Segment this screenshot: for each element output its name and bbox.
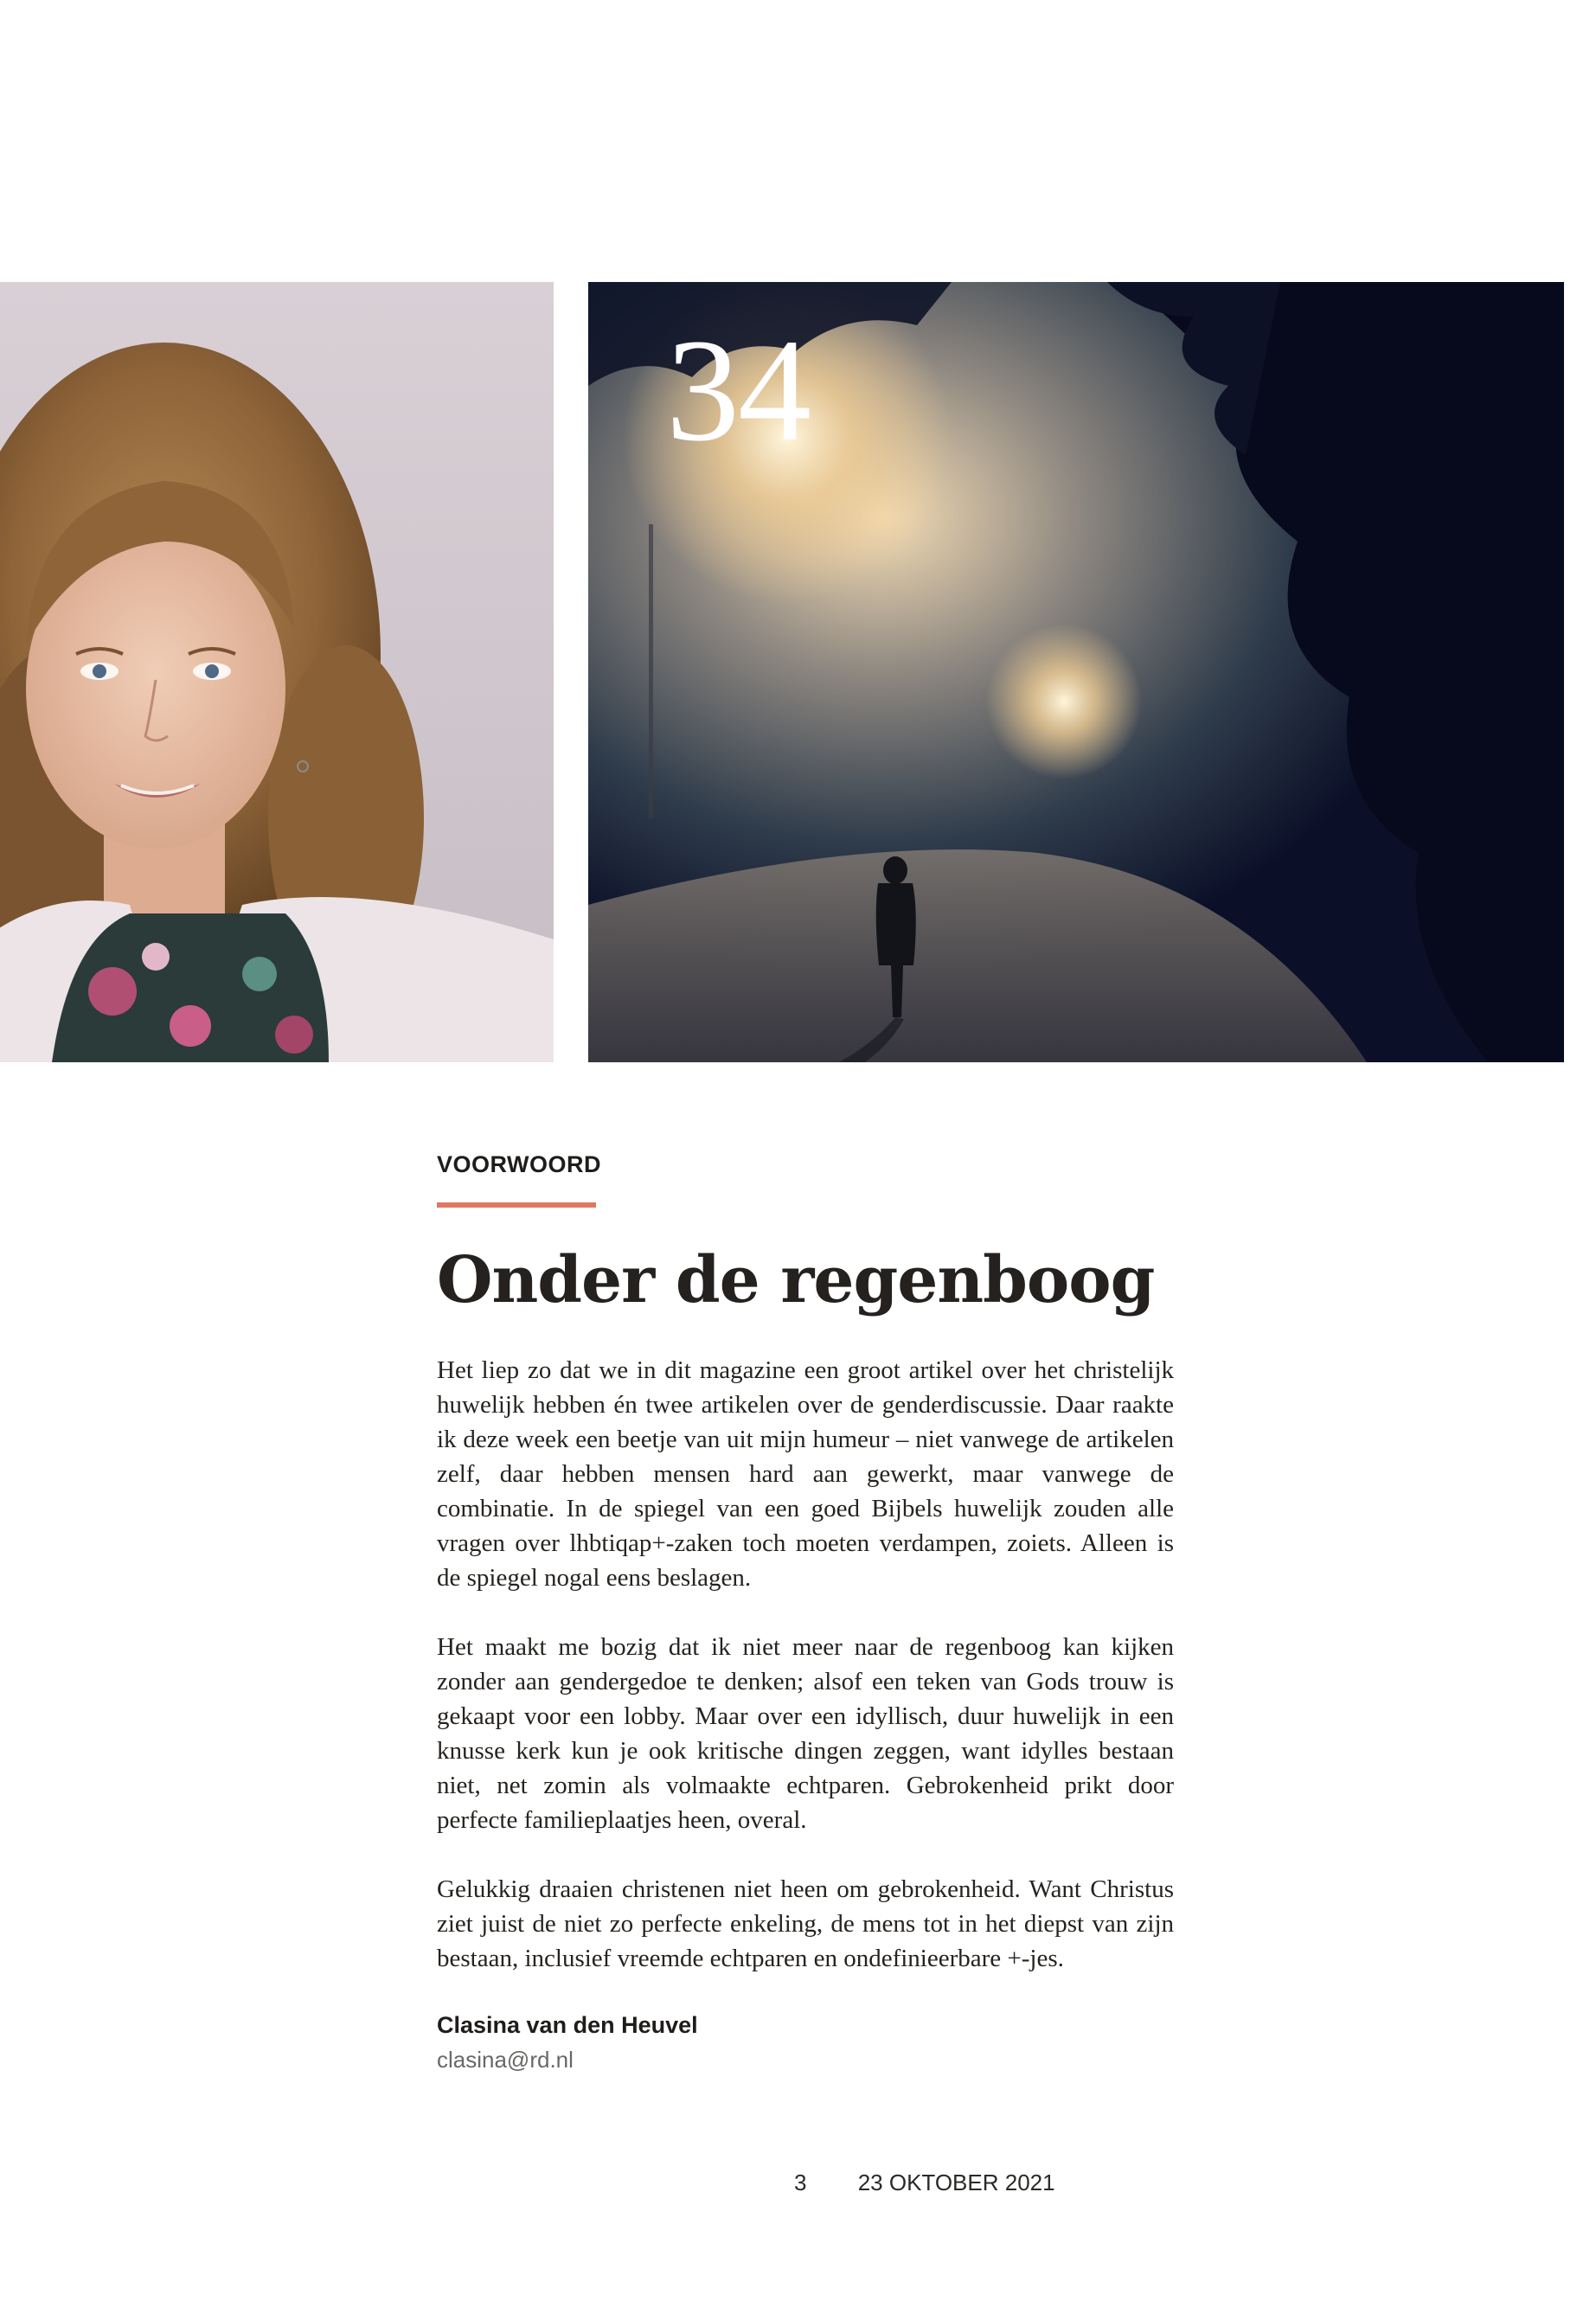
section-accent-rule	[437, 1202, 596, 1208]
body-paragraph: Het liep zo dat we in dit magazine een groot artikel over het christelijk huwelijk hebben én twee artikelen over de genderdiscussie. Daar raakte ik deze week een beetje van uit mijn humeur – niet vanwege de artikelen zelf, daar hebben mensen hard aan gewerkt, maar vanwege de combinatie. In de spiegel van een goed Bijbels huwelijk zouden alle vragen over lhbtiqap+-zaken toch moeten verdampen, zoiets. Alleen is de spiegel nogal eens beslagen.	[437, 1356, 1174, 1592]
article	[437, 1150, 1174, 2075]
body-paragraph: Het maakt me bozig dat ik niet meer naar de regenboog kan kijken zonder aan gendergedoe te denken; alsof een teken van Gods trouw is gekaapt voor een lobby. Maar over een idyllisch, duur huwelijk in een knusse kerk kun je ook kritische dingen zeggen, want idylles bestaan niet, net zomin als volmaakte echtparen. Gebrokenheid prikt door perfecte familieplaatjes heen, overal.	[437, 1632, 1174, 1834]
page-footer	[794, 2170, 1055, 2196]
feature-page-number: 34	[666, 309, 810, 471]
night-street-photo	[588, 282, 1564, 1062]
article-body	[437, 1353, 1174, 1976]
footer-date: 23 OKTOBER 2021	[857, 2170, 1055, 2195]
footer-page-number: 3	[794, 2170, 807, 2195]
author-portrait-photo	[0, 282, 554, 1062]
author-name: Clasina van den Heuvel	[437, 2011, 698, 2038]
author-email[interactable]: clasina@rd.nl	[437, 2046, 574, 2073]
body-paragraph: Gelukkig draaien christenen niet heen om gebrokenheid. Want Christus ziet juist de niet zo perfecte enkeling, de mens tot in het diepst van zijn bestaan, inclusief vreemde echtparen en ondefinieerbare +-jes.	[437, 1875, 1174, 1972]
article-title: Onder de regenboog	[437, 1243, 1155, 1318]
section-label: VOORWOORD	[437, 1151, 602, 1177]
portrait-illustration	[0, 282, 554, 1062]
